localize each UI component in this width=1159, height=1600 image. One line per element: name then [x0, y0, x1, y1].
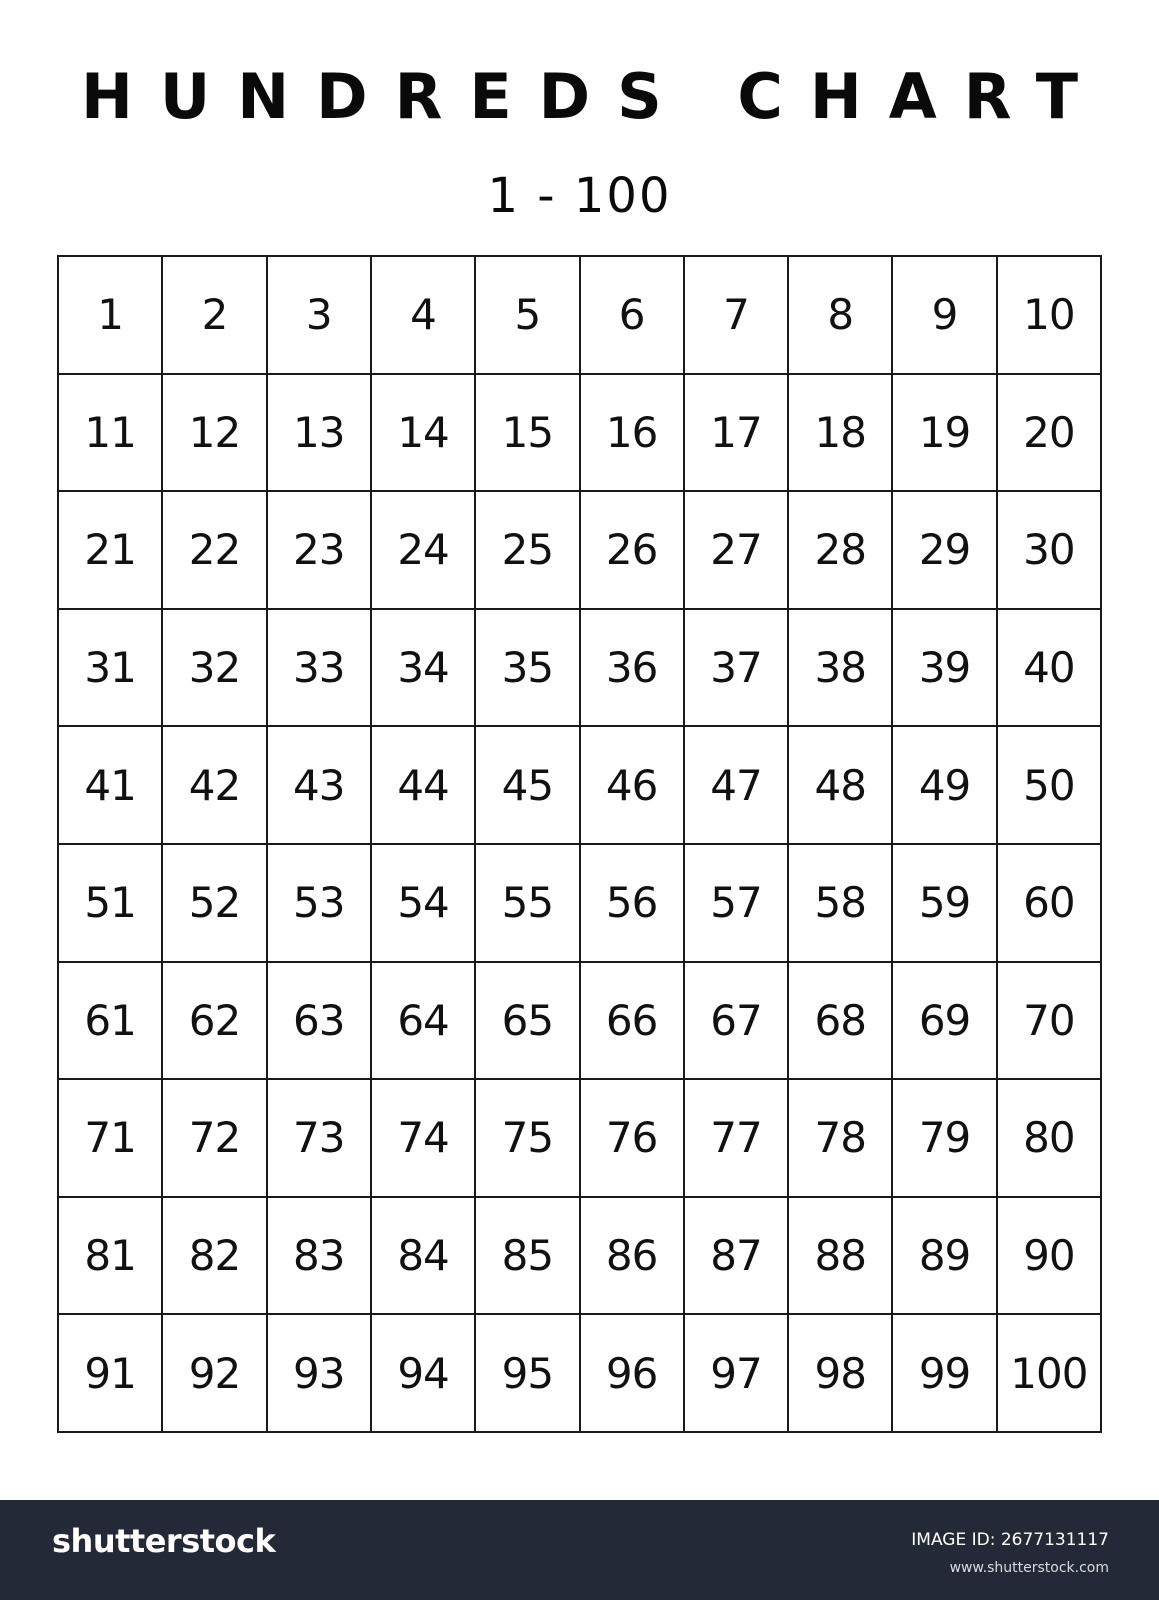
- grid-cell: 23: [268, 492, 372, 610]
- grid-cell: 93: [268, 1315, 372, 1433]
- grid-cell: 7: [685, 257, 789, 375]
- grid-cell: 87: [685, 1198, 789, 1316]
- grid-cell: 21: [59, 492, 163, 610]
- grid-cell: 51: [59, 845, 163, 963]
- grid-cell: 52: [163, 845, 267, 963]
- grid-cell: 19: [893, 375, 997, 493]
- grid-cell: 48: [789, 727, 893, 845]
- footer-bar: [0, 1500, 1159, 1600]
- grid-cell: 71: [59, 1080, 163, 1198]
- grid-cell: 32: [163, 610, 267, 728]
- grid-cell: 44: [372, 727, 476, 845]
- grid-cell: 67: [685, 963, 789, 1081]
- grid-cell: 20: [998, 375, 1102, 493]
- grid-cell: 55: [476, 845, 580, 963]
- grid-cell: 18: [789, 375, 893, 493]
- grid-cell: 72: [163, 1080, 267, 1198]
- grid-cell: 34: [372, 610, 476, 728]
- grid-cell: 85: [476, 1198, 580, 1316]
- grid-cell: 4: [372, 257, 476, 375]
- grid-cell: 13: [268, 375, 372, 493]
- grid-cell: 10: [998, 257, 1102, 375]
- grid-cell: 91: [59, 1315, 163, 1433]
- grid-cell: 16: [581, 375, 685, 493]
- grid-cell: 70: [998, 963, 1102, 1081]
- shutterstock-logo: shutterstock: [52, 1522, 276, 1560]
- grid-cell: 46: [581, 727, 685, 845]
- grid-cell: 61: [59, 963, 163, 1081]
- grid-cell: 8: [789, 257, 893, 375]
- grid-cell: 33: [268, 610, 372, 728]
- grid-cell: 75: [476, 1080, 580, 1198]
- hundreds-grid: [57, 255, 1102, 1433]
- grid-cell: 43: [268, 727, 372, 845]
- grid-cell: 24: [372, 492, 476, 610]
- page-title: HUNDREDS CHART: [80, 60, 1105, 133]
- grid-cell: 3: [268, 257, 372, 375]
- grid-cell: 84: [372, 1198, 476, 1316]
- image-id-label: IMAGE ID: 2677131117: [911, 1530, 1109, 1550]
- grid-cell: 100: [998, 1315, 1102, 1433]
- grid-cell: 39: [893, 610, 997, 728]
- grid-cell: 59: [893, 845, 997, 963]
- grid-cell: 66: [581, 963, 685, 1081]
- grid-cell: 36: [581, 610, 685, 728]
- grid-cell: 35: [476, 610, 580, 728]
- grid-cell: 98: [789, 1315, 893, 1433]
- grid-cell: 80: [998, 1080, 1102, 1198]
- grid-cell: 96: [581, 1315, 685, 1433]
- grid-cell: 2: [163, 257, 267, 375]
- grid-cell: 99: [893, 1315, 997, 1433]
- grid-cell: 60: [998, 845, 1102, 963]
- grid-cell: 38: [789, 610, 893, 728]
- grid-cell: 22: [163, 492, 267, 610]
- page-subtitle: 1 - 100: [487, 168, 672, 224]
- grid-cell: 45: [476, 727, 580, 845]
- grid-cell: 6: [581, 257, 685, 375]
- grid-cell: 92: [163, 1315, 267, 1433]
- grid-cell: 47: [685, 727, 789, 845]
- grid-cell: 69: [893, 963, 997, 1081]
- grid-cell: 1: [59, 257, 163, 375]
- grid-cell: 49: [893, 727, 997, 845]
- grid-cell: 17: [685, 375, 789, 493]
- footer-url: www.shutterstock.com: [949, 1560, 1109, 1576]
- grid-cell: 12: [163, 375, 267, 493]
- grid-cell: 5: [476, 257, 580, 375]
- grid-cell: 50: [998, 727, 1102, 845]
- grid-cell: 15: [476, 375, 580, 493]
- grid-cell: 94: [372, 1315, 476, 1433]
- grid-cell: 31: [59, 610, 163, 728]
- grid-cell: 30: [998, 492, 1102, 610]
- grid-cell: 64: [372, 963, 476, 1081]
- grid-cell: 77: [685, 1080, 789, 1198]
- grid-cell: 63: [268, 963, 372, 1081]
- grid-cell: 79: [893, 1080, 997, 1198]
- grid-cell: 76: [581, 1080, 685, 1198]
- grid-cell: 11: [59, 375, 163, 493]
- grid-cell: 81: [59, 1198, 163, 1316]
- grid-cell: 37: [685, 610, 789, 728]
- grid-cell: 68: [789, 963, 893, 1081]
- grid-cell: 53: [268, 845, 372, 963]
- grid-cell: 26: [581, 492, 685, 610]
- grid-cell: 28: [789, 492, 893, 610]
- grid-cell: 78: [789, 1080, 893, 1198]
- grid-cell: 54: [372, 845, 476, 963]
- grid-cell: 29: [893, 492, 997, 610]
- grid-cell: 74: [372, 1080, 476, 1198]
- grid-cell: 83: [268, 1198, 372, 1316]
- grid-cell: 65: [476, 963, 580, 1081]
- grid-cell: 95: [476, 1315, 580, 1433]
- grid-cell: 88: [789, 1198, 893, 1316]
- grid-cell: 56: [581, 845, 685, 963]
- grid-cell: 89: [893, 1198, 997, 1316]
- grid-cell: 14: [372, 375, 476, 493]
- grid-cell: 82: [163, 1198, 267, 1316]
- grid-cell: 58: [789, 845, 893, 963]
- grid-cell: 73: [268, 1080, 372, 1198]
- grid-cell: 97: [685, 1315, 789, 1433]
- grid-cell: 27: [685, 492, 789, 610]
- grid-cell: 40: [998, 610, 1102, 728]
- grid-cell: 57: [685, 845, 789, 963]
- grid-cell: 42: [163, 727, 267, 845]
- grid-cell: 41: [59, 727, 163, 845]
- grid-cell: 86: [581, 1198, 685, 1316]
- grid-cell: 90: [998, 1198, 1102, 1316]
- grid-cell: 62: [163, 963, 267, 1081]
- grid-cell: 9: [893, 257, 997, 375]
- grid-cell: 25: [476, 492, 580, 610]
